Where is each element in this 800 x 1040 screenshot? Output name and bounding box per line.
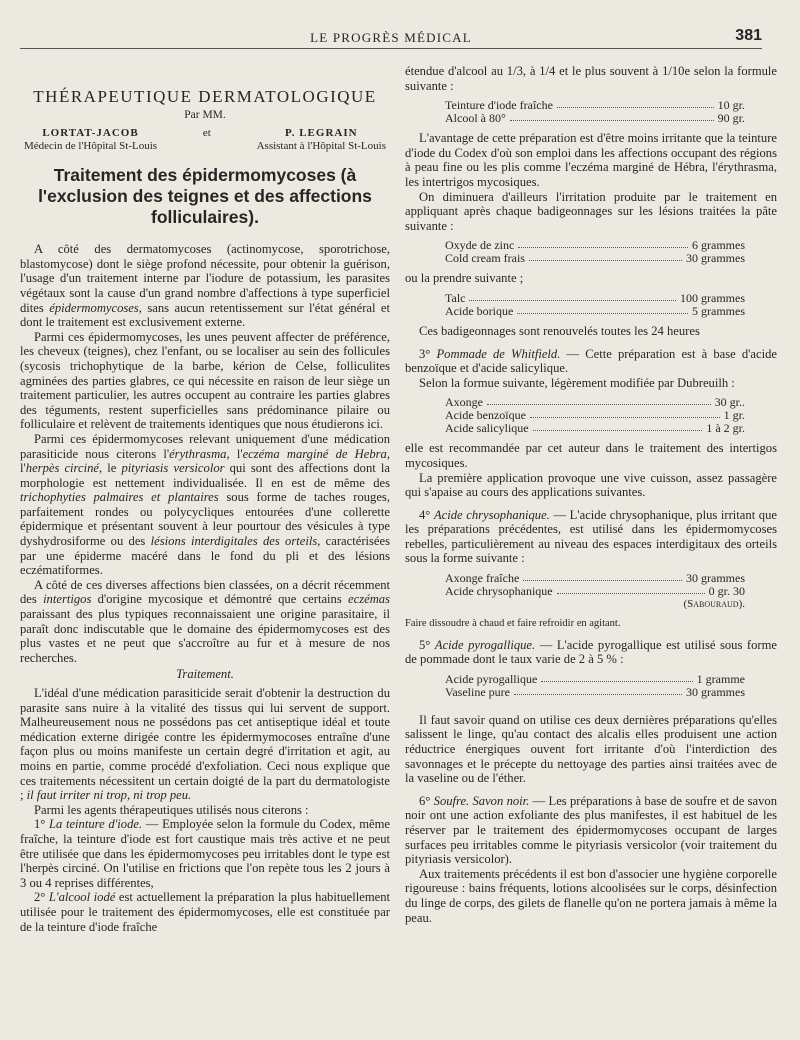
- author-2: [257, 127, 386, 153]
- preparation-note: Faire dissoudre à chaud et faire refroidir en agitant.: [405, 618, 621, 630]
- formula-talc: [445, 292, 745, 318]
- formula-row: Acide salicylique 1 à 2 gr.: [445, 421, 745, 436]
- paragraph: A côté des dermatomycoses (actinomycose, sporotrichose, blastomycose) dont le siège profond nécessite, pour obtenir la guérison, l'usage d'un traitement interne par l'iodure de potassium, les parasites végétaux sont la cause d'un grand nombre d'affections à type superficiel dites épidermomycoses, sans aucun retentissement sur l'état général et dont le traitement est exclusivement externe.: [20, 242, 391, 330]
- byline: Par MM.: [184, 108, 226, 121]
- paragraph: A côté de ces diverses affections bien classées, on a décrit récemment des intertigos d'origine mycosique et démontré que certains eczémas paraissant des plus typiques reconnaissaient une origine parasitaire, il paraît donc indiscutable que le domaine des épidermomycoses est des plus vastes et ne peut que s'accroître au fur et à mesure de nos recherches.: [20, 577, 390, 665]
- formula-chrysophanic: [445, 572, 745, 611]
- page-number: 381: [735, 27, 762, 44]
- paragraph: 3° Pommade de Whitfield. — Cette préparation est à base d'acide benzoïque et d'acide salicylique.: [405, 346, 777, 376]
- paragraph: L'idéal d'une médication parasiticide serait d'obtenir la destruction du parasite sans nuire à la vitalité des tissus qui lui servent de support. Malheureusement nous ne possédons pas cet antiseptique idéal et toute médication externe dirigée contre les épidermymocoses entraîne d'une façon plus ou moins manifeste un certain degré d'irritation et agit, au moins en partie, comme procédé d'exfoliation. Ceci nous explique que ces traitements nécessitent un certain doigté de la part du dermatologiste ; il faut irriter ni trop, ni trop peu.: [20, 686, 390, 803]
- section-title: THÉRAPEUTIQUE DERMATOLOGIQUE: [33, 87, 377, 106]
- author-1: [24, 127, 157, 153]
- paragraph: Parmi ces épidermomycoses relevant uniquement d'une médication parasiticide nous citerons l'érythrasma, l'eczéma marginé de Hebra, l'herpès circiné, le pityriasis versicolor qui sont des affections dont la morphologie est nettement individualisée. Il en est de même des trichophyties palmaires et plantaires sous forme de taches rouges, parfaitement rondes ou polycycliques entourées d'une collerette épidermique et présentant souvent à leur pourtour des vésicules à type dyshydrosiforme ou des lésions interdigitales des orteils, caractérisées par une épiderme macéré dans le fond du pli et des lésions eczématiformes.: [20, 431, 390, 578]
- formula-whitfield: [445, 396, 745, 435]
- paragraph: L'avantage de cette préparation est d'être moins irritante que la teinture d'iode du Codex d'où son emploi dans les affections occupant des régions à peau fine ou les plis comme l'eczéma marginé de Hébra, l'érythrasma, les intertrigos mycosiques.: [405, 131, 777, 189]
- paragraph: étendue d'alcool au 1/3, à 1/4 et le plus souvent à 1/10e selon la formule suivante :: [405, 64, 777, 93]
- paragraph: 2° L'alcool iodé est actuellement la préparation la plus habituellement utilisée pour le traitement des épidermomycoses, elle est constituée par de la teinture d'iode fraîche: [20, 890, 390, 934]
- subsection-heading: Traitement.: [176, 667, 234, 682]
- paragraph: 1° La teinture d'iode. — Employée selon la formule du Codex, même fraîche, la teinture d'iode est fort caustique mais très active et ne peut être utilisée que dans les épidermomycoses peu irritables dont le type est l'herpès circiné. On l'utilise en frictions que l'on repète tous les 2 jours à 3 ou 4 reprises différentes,: [20, 817, 391, 890]
- author-name: P. LEGRAIN: [285, 127, 358, 140]
- authors: [20, 127, 390, 153]
- authors-joiner: et: [202, 127, 211, 140]
- formula-pyrogallic: [445, 673, 745, 699]
- paragraph: 4° Acide chrysophanique. — L'acide chrysophanique, plus irritant que les préparations précédentes, est utilisé dans les épidermomycoses rebelles, particulièrement au niveau des espaces interdigitaux des orteils sous la forme suivante :: [405, 507, 777, 566]
- formula-row: Talc 100 grammes: [445, 290, 745, 305]
- formula-row: Alcool à 80° 90 gr.: [445, 111, 745, 126]
- article-title: Traitement des épidermomycoses (à l'exclusion des teignes et des affections folliculaires).: [38, 165, 372, 228]
- paragraph: Aux traitements précédents il est bon d'associer une hygiène corporelle rigoureuse : bains fréquents, lotions alcoolisées sur le corps, désinfection du linge de corps, des gilets de flanelle qu'on ne portera jamais à même la peau.: [405, 866, 777, 925]
- formula-row: Axonge fraîche 30 grammes: [445, 571, 745, 586]
- author-role: Assistant à l'Hôpital St-Louis: [256, 140, 386, 153]
- formula-source: (Sabouraud).: [683, 598, 745, 611]
- paragraph: ou la prendre suivante ;: [405, 271, 524, 286]
- paragraph: elle est recommandée par cet auteur dans le traitement des intertigos mycosiques.: [405, 441, 777, 470]
- paragraph: Parmi les agents thérapeutiques utilisés nous citerons :: [34, 802, 309, 817]
- right-column: [405, 64, 777, 925]
- formula-zinc-paste: [445, 239, 745, 265]
- formula-row: Teinture d'iode fraîche 10 gr.: [445, 98, 745, 113]
- paragraph: 5° Acide pyrogallique. — L'acide pyrogallique est utilisé sous forme de pommade dont le taux varie de 2 à 5 % :: [405, 637, 778, 667]
- formula-row: Axonge 30 gr..: [445, 395, 745, 410]
- formula-row: Acide borique 5 grammes: [445, 303, 745, 318]
- paragraph: Ces badigeonnages sont renouvelés toutes les 24 heures: [419, 323, 700, 338]
- formula-row: Cold cream frais 30 grammes: [445, 251, 745, 266]
- author-role: Médecin de l'Hôpital St-Louis: [24, 140, 158, 153]
- formula-iodine: [445, 99, 745, 125]
- left-column: [20, 62, 390, 934]
- formula-row: Acide chrysophanique 0 gr. 30: [445, 584, 745, 599]
- paragraph: 6° Soufre. Savon noir. — Les préparations à base de soufre et de savon noir ont une action exfoliante des plus manifestes, il est habituel de les réserver par le traitement des épidermomycoses occupant de larges surfaces peu irritables comme le pityriasis versicolor (voir traitement du pityriasis versicolor).: [405, 793, 778, 867]
- formula-row: Oxyde de zinc 6 grammes: [445, 238, 745, 253]
- paragraph: On diminuera d'ailleurs l'irritation produite par le traitement en appliquant après chaque badigeonnages sur les lésions traitées la pâte suivante :: [405, 189, 777, 233]
- formula-row: Acide pyrogallique 1 gramme: [445, 671, 745, 686]
- running-title: LE PROGRÈS MÉDICAL: [310, 30, 472, 45]
- page-header: [20, 26, 762, 49]
- paragraph: Parmi ces épidermomycoses, les unes peuvent affecter de préférence, les cheveux (teignes), chez l'enfant, ou se localiser au sein des follicules (sycosis trichophytique de la barbe, kérion de Celse, folliculites agminées des parties glabres, ce qui nécessite en raison de leur siège un traitement particulier, les autres occupent au contraire les parties glabres des téguments, restent superficielles sans prédominance pilaire ou folliculaire et relèvent de traitements identiques que nous étudierons ici.: [20, 329, 390, 432]
- author-name: LORTAT-JACOB: [42, 127, 139, 140]
- formula-row: Acide benzoïque 1 gr.: [445, 408, 745, 423]
- formula-row: Vaseline pure 30 grammes: [445, 684, 745, 699]
- paragraph: Il faut savoir quand on utilise ces deux dernières préparations qu'elles salissent le linge, qu'au contact des alcalis elles produisent une action réductrice énergiques ouvent fort irritante d'où l'interdiction des savonnages et le précepte du nettoyage des parties ainsi traitées avec de la vaseline ou de l'éther.: [405, 712, 777, 786]
- paragraph: La première application provoque une vive cuisson, assez passagère qui s'apaise au cours des applications suivantes.: [405, 470, 777, 500]
- paragraph: Selon la formue suivante, légèrement modifiée par Dubreuilh :: [419, 375, 735, 390]
